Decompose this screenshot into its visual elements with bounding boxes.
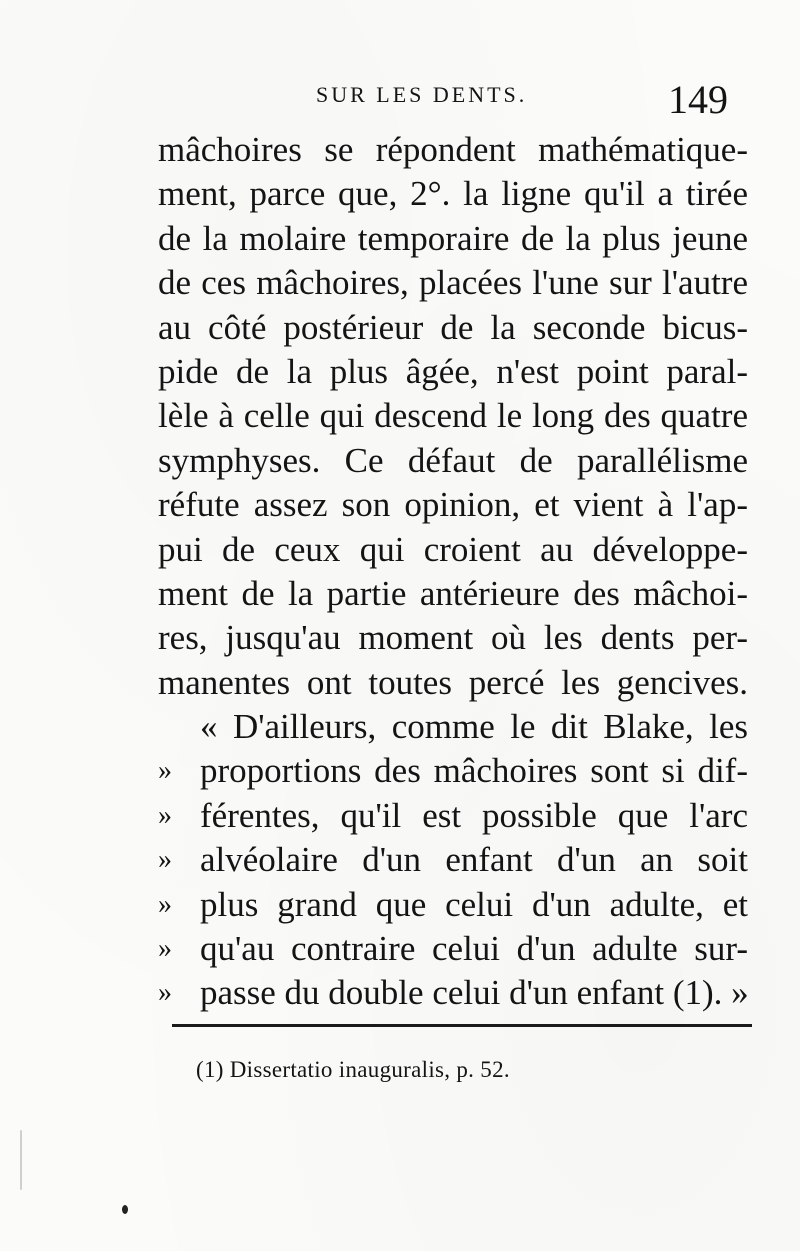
body-text xyxy=(158,128,748,1016)
quote-text: alvéolaire d'un enfant d'un an soit xyxy=(200,840,748,880)
quote-text: qu'au contraire celui d'un adulte sur- xyxy=(200,929,748,969)
page-number: 149 xyxy=(668,77,728,122)
guillemet-marker: » xyxy=(158,888,172,920)
text-line: ment de la partie antérieure des mâchoi- xyxy=(158,573,748,613)
quote-text: plus grand que celui d'un adulte, et xyxy=(200,884,748,924)
text-line: symphyses. Ce défaut de parallélisme xyxy=(158,440,748,480)
guillemet-marker: » xyxy=(158,755,172,787)
quote-line xyxy=(158,749,748,793)
text-line: manentes ont toutes percé les gencives. xyxy=(158,662,748,702)
quote-line xyxy=(158,794,748,838)
footnote-rule xyxy=(172,1024,752,1027)
guillemet-marker: » xyxy=(158,933,172,965)
running-head: SUR LES DENTS. xyxy=(316,82,528,107)
text-line: pide de la plus âgée, n'est point paral- xyxy=(158,351,748,391)
ink-speck xyxy=(122,1205,128,1214)
quote-text: proportions des mâchoires sont si dif- xyxy=(200,751,748,791)
quote-text: férentes, qu'il est possible que l'arc xyxy=(200,795,748,835)
guillemet-marker: » xyxy=(158,844,172,876)
text-line: au côté postérieur de la seconde bicus- xyxy=(158,307,748,347)
text-line: réfute assez son opinion, et vient à l'ap- xyxy=(158,485,748,525)
guillemet-marker: » xyxy=(158,799,172,831)
quote-line xyxy=(158,838,748,882)
quote-line xyxy=(158,883,748,927)
text-line: res, jusqu'au moment où les dents per- xyxy=(158,618,748,658)
quote-text: passe du double celui d'un enfant (1). » xyxy=(200,973,749,1013)
text-line: de ces mâchoires, placées l'une sur l'autre xyxy=(158,263,748,303)
quote-line xyxy=(158,927,748,971)
guillemet-marker: » xyxy=(158,977,172,1009)
ink-speck xyxy=(20,1130,22,1190)
text-line: ment, parce que, 2°. la ligne qu'il a tirée xyxy=(158,174,748,214)
text-line: de la molaire temporaire de la plus jeune xyxy=(158,218,748,258)
quote-first-line: « D'ailleurs, comme le dit Blake, les xyxy=(200,707,748,747)
text-line: lèle à celle qui descend le long des quatre xyxy=(158,396,748,436)
text-line: mâchoires se répondent mathématique- xyxy=(158,130,748,169)
footnote: (1) Dissertatio inauguralis, p. 52. xyxy=(196,1057,510,1082)
text-line: pui de ceux qui croient au développe- xyxy=(158,529,748,569)
quote-line xyxy=(158,971,748,1015)
